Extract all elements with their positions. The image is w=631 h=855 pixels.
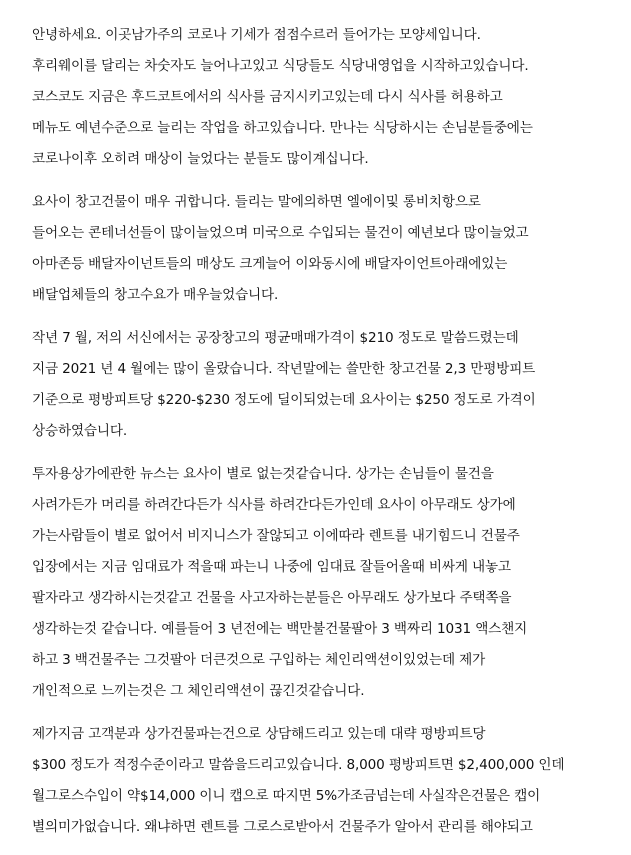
text-line: 메뉴도 예년수준으로 늘리는 작업을 하고있습니다. 만나는 식당하시는 손님분들중에는 bbox=[32, 120, 533, 136]
text-line: 코스코도 지금은 후드코트에서의 식사를 금지시키고있는데 다시 식사를 허용하고 bbox=[32, 89, 503, 105]
text-line: 팔자라고 생각하시는것같고 건물을 사고자하는분들은 아무래도 상가보다 주택쪽을 bbox=[32, 590, 512, 606]
text-line: 작년 7 월, 저의 서신에서는 공장창고의 평균매매가격이 $210 정도로 말씀드렸는데 bbox=[32, 330, 519, 346]
text-line: 사려가든가 머리를 하려간다든가 식사를 하려간다든가인데 요사이 아무래도 상가에 bbox=[32, 497, 516, 513]
text-line: 생각하는것 같습니다. 예를들어 3 년전에는 백만불건물팔아 3 백짜리 1031 액스챈지 bbox=[32, 621, 528, 637]
text-line: 개인적으로 느끼는것은 그 체인리액션이 끊긴것같습니다. bbox=[32, 683, 365, 699]
text-line: 아마존등 배달자이넌트들의 매상도 크게늘어 이와동시에 배달자이언트아래에있는 bbox=[32, 256, 508, 272]
text-line: 배달업체들의 창고수요가 매우늘었습니다. bbox=[32, 287, 279, 303]
text-line: 들어오는 콘테너선들이 많이늘었으며 미국으로 수입되는 물건이 예년보다 많이늘었고 bbox=[32, 225, 529, 241]
text-line: 투자용상가에관한 뉴스는 요사이 별로 없는것같습니다. 상가는 손님들이 물건을 bbox=[32, 466, 494, 482]
text-line: 지금 2021 년 4 월에는 많이 올랐습니다. 작년말에는 쓸만한 창고건물 2,3 만평방피트 bbox=[32, 361, 536, 377]
paragraph bbox=[32, 459, 624, 707]
paragraph bbox=[32, 719, 624, 843]
text-line: 가는사람들이 별로 없어서 비지니스가 잘않되고 이에따라 렌트를 내기힘드니 건물주 bbox=[32, 528, 520, 544]
text-line: 후리웨이를 달리는 차숫자도 늘어나고있고 식당들도 식당내영업을 시작하고있습니다. bbox=[32, 58, 529, 74]
text-line: 별의미가없습니다. 왜냐하면 렌트를 그로스로받아서 건물주가 알아서 관리를 해야되고 bbox=[32, 819, 533, 835]
text-line: 기준으로 평방피트당 $220-$230 정도에 딜이되었는데 요사이는 $250 정도로 가격이 bbox=[32, 392, 536, 408]
paragraph bbox=[32, 20, 624, 175]
text-line: 입장에서는 지금 임대료가 적을때 파는니 나중에 임대료 잘들어올때 비싸게 내놓고 bbox=[32, 559, 511, 575]
text-line: 코로나이후 오히려 매상이 늘었다는 분들도 많이계십니다. bbox=[32, 151, 369, 167]
text-line: 하고 3 백건물주는 그것팔아 더큰것으로 구입하는 체인리액션이있었는데 제가 bbox=[32, 652, 486, 668]
text-line: $300 정도가 적정수준이라고 말씀을드리고있습니다. 8,000 평방피트면 $2,400,000 인데 bbox=[32, 757, 565, 773]
paragraph bbox=[32, 323, 624, 447]
text-line: 제가지금 고객분과 상가건물파는건으로 상담해드리고 있는데 대략 평방피트당 bbox=[32, 726, 486, 742]
text-line: 요사이 창고건물이 매우 귀합니다. 들리는 말에의하면 엘에이및 롱비치항으로 bbox=[32, 194, 481, 210]
text-line: 안녕하세요. 이곳남가주의 코로나 기세가 점점수르러 들어가는 모양세입니다. bbox=[32, 27, 481, 43]
text-line: 상승하였습니다. bbox=[32, 423, 128, 439]
text-line: 월그로스수입이 약$14,000 이니 캡으로 따지면 5%가조금넘는데 사실작은건물은 캡이 bbox=[32, 788, 541, 804]
document-body bbox=[32, 20, 624, 855]
paragraph bbox=[32, 187, 624, 311]
